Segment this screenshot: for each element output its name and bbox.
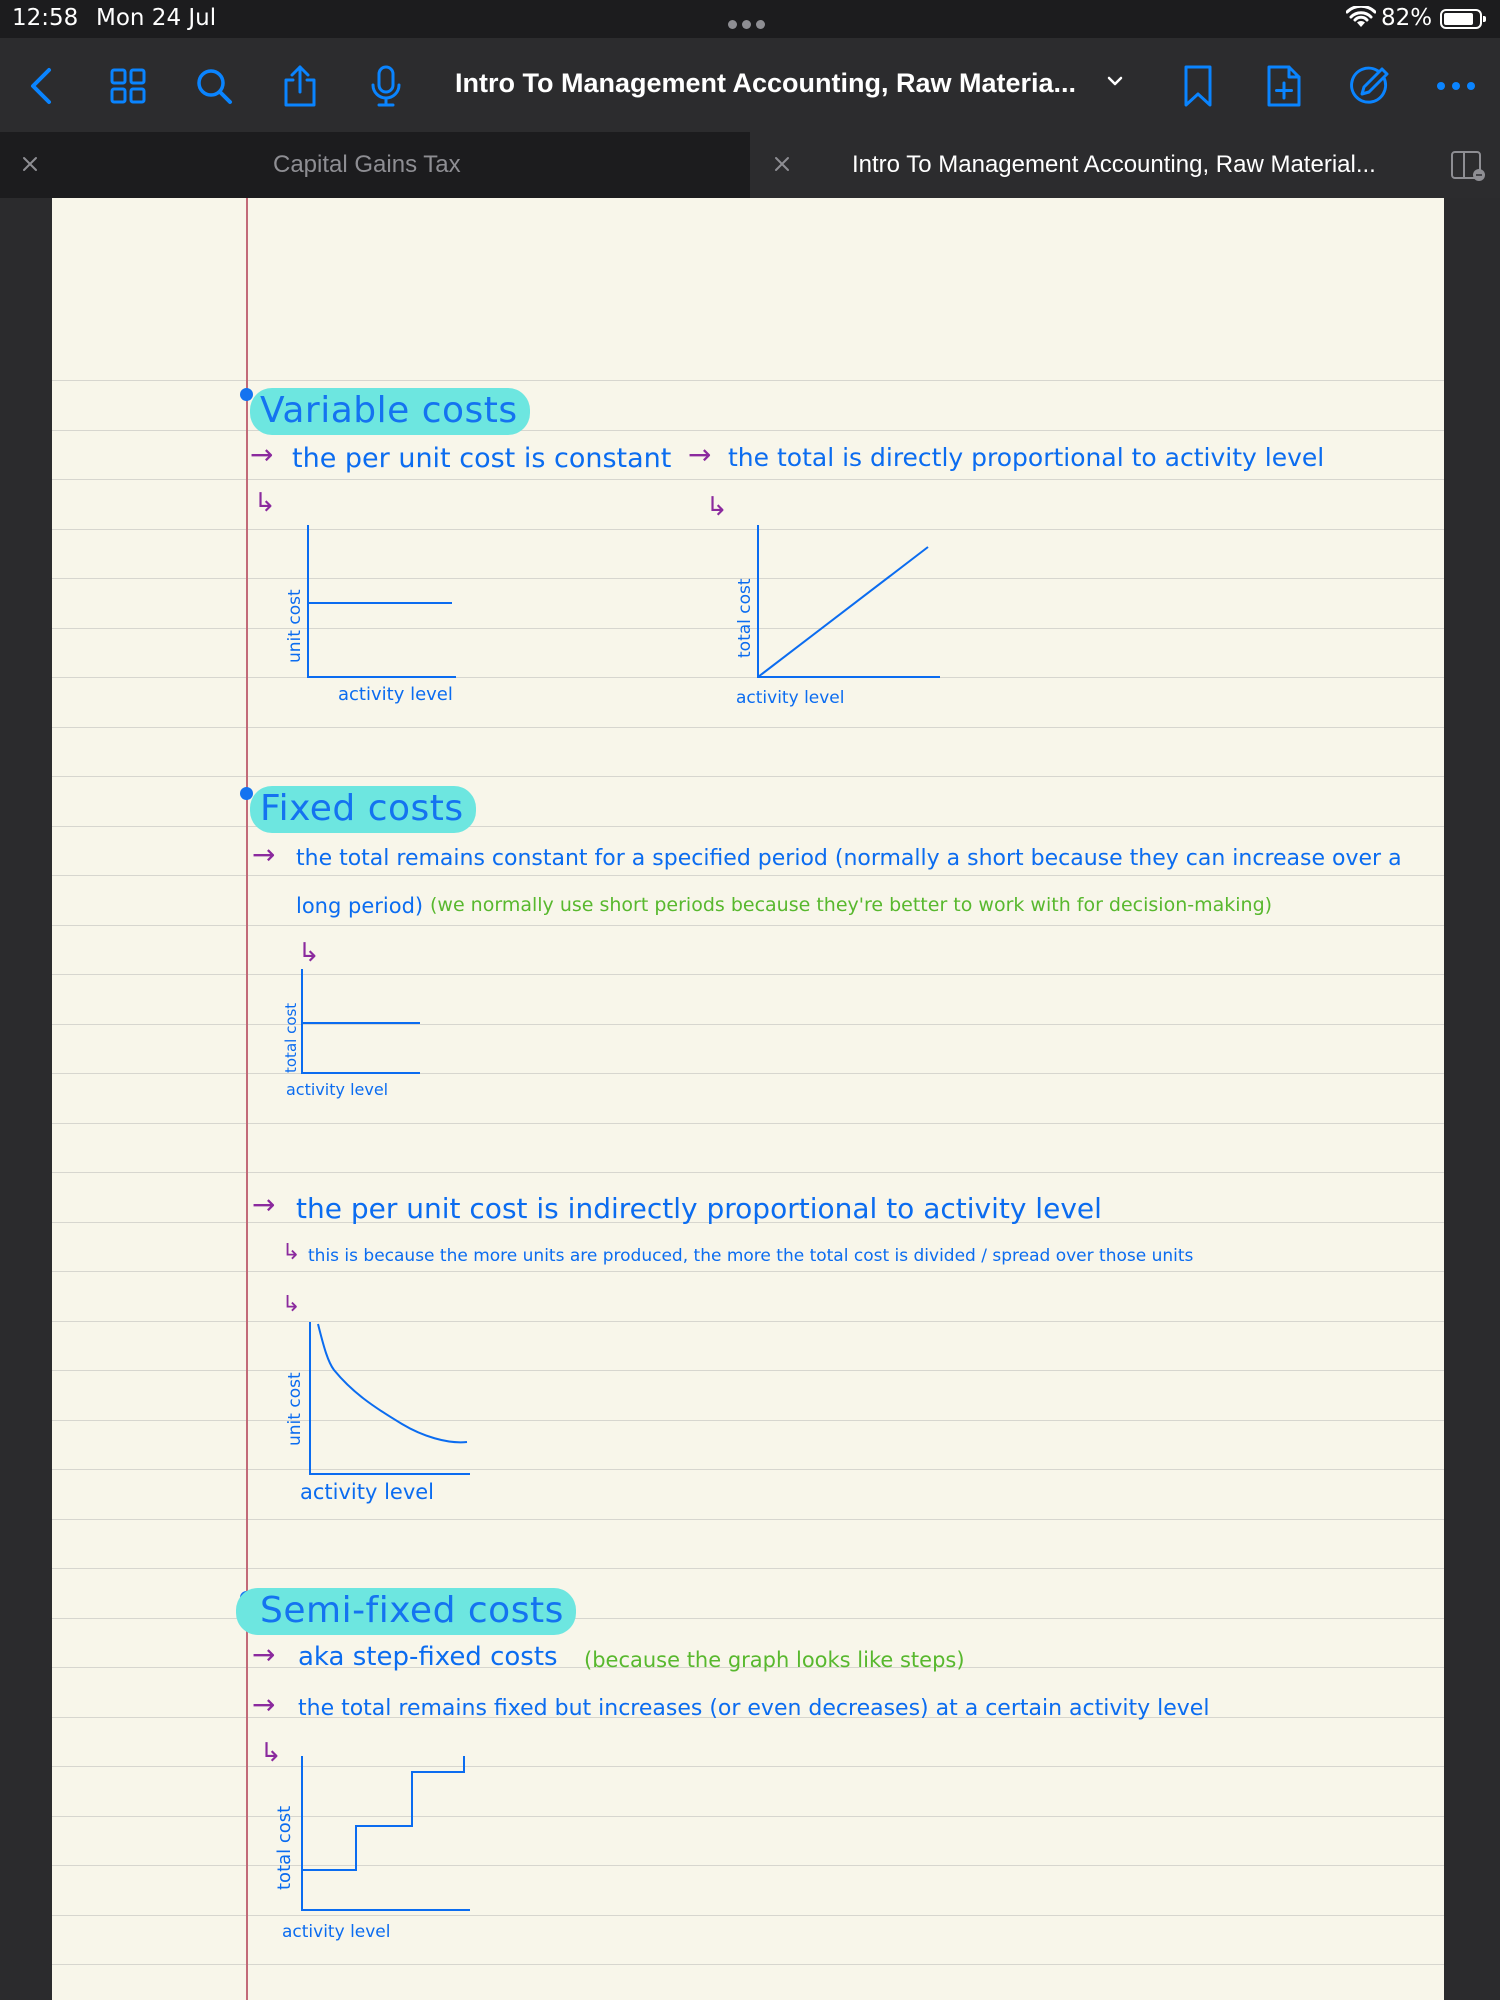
- split-view-icon[interactable]: [1450, 150, 1486, 186]
- ruled-line: [52, 1370, 1444, 1371]
- variable-point-total: the total is directly proportional to activity level: [728, 443, 1325, 472]
- graph-ylabel: unit cost: [285, 1372, 305, 1446]
- curved-arrow-icon: ↳: [282, 1240, 301, 1265]
- graph-xlabel: activity level: [286, 1080, 389, 1099]
- heading-fixed-costs: Fixed costs: [250, 786, 476, 833]
- ruled-line: [52, 1964, 1444, 1965]
- curved-arrow-icon: ↳: [282, 1292, 301, 1317]
- ruled-line: [52, 479, 1444, 480]
- graph-variable-total-cost: [672, 513, 972, 683]
- ruled-line: [52, 1271, 1444, 1272]
- fixed-point-unit-cost: the per unit cost is indirectly proportional to activity level: [296, 1192, 1102, 1225]
- graph-xlabel: activity level: [300, 1480, 435, 1504]
- variable-point-unit-cost: the per unit cost is constant: [292, 443, 672, 474]
- graph-variable-unit-cost: [222, 513, 522, 683]
- arrow-icon: →: [252, 1688, 276, 1721]
- tab-bar: [0, 132, 1500, 198]
- ruled-line: [52, 1568, 1444, 1569]
- microphone-icon[interactable]: [364, 64, 408, 108]
- back-icon[interactable]: [20, 64, 64, 108]
- graph-xlabel: activity level: [282, 1922, 391, 1942]
- arrow-icon: →: [250, 438, 274, 471]
- semifixed-point-aka-note: (because the graph looks like steps): [584, 1648, 965, 1672]
- battery-percentage: 82%: [1381, 5, 1433, 31]
- chevron-down-icon[interactable]: [1106, 72, 1124, 94]
- status-bar: [0, 0, 1500, 38]
- fixed-point-total-line1: the total remains constant for a specified period (normally a short because they can increase over a: [296, 846, 1402, 871]
- arrow-icon: →: [688, 438, 712, 471]
- tab-capital-gains-tax[interactable]: [0, 132, 750, 198]
- ruled-line: [52, 1172, 1444, 1173]
- arrow-icon: →: [252, 1638, 276, 1671]
- semifixed-point-total: the total remains fixed but increases (or even decreases) at a certain activity level: [298, 1696, 1210, 1721]
- heading-variable-costs: Variable costs: [250, 388, 530, 435]
- ruled-line: [52, 1321, 1444, 1322]
- more-icon[interactable]: [1434, 64, 1478, 108]
- arrow-icon: →: [252, 1188, 276, 1221]
- battery-icon: [1440, 9, 1482, 29]
- ruled-line: [52, 1469, 1444, 1470]
- status-date: Mon 24 Jul: [96, 5, 217, 31]
- add-page-icon[interactable]: [1262, 64, 1306, 108]
- ruled-line: [52, 1123, 1444, 1124]
- heading-semi-fixed-costs: Semi-fixed costs: [236, 1588, 576, 1635]
- graph-ylabel: unit cost: [285, 589, 305, 663]
- fixed-point-unit-cost-reason: this is because the more units are produced, the more the total cost is divided / spread over those units: [308, 1246, 1194, 1266]
- fixed-point-total-line2: long period): [296, 894, 424, 918]
- status-time: 12:58: [12, 5, 79, 31]
- semifixed-point-aka: aka step-fixed costs: [298, 1642, 558, 1672]
- graph-ylabel: total cost: [282, 1002, 300, 1073]
- ruled-line: [52, 925, 1444, 926]
- fixed-point-total-note: (we normally use short periods because they're better to work with for decision-making): [430, 894, 1273, 916]
- pencil-circle-icon[interactable]: [1348, 64, 1392, 108]
- curved-arrow-icon: ↳: [706, 492, 728, 522]
- graph-ylabel: total cost: [274, 1805, 295, 1890]
- curved-arrow-icon: ↳: [298, 938, 320, 968]
- search-icon[interactable]: [192, 64, 236, 108]
- curved-arrow-icon: ↳: [260, 1738, 282, 1768]
- ruled-line: [52, 1420, 1444, 1421]
- wifi-icon: [1346, 6, 1376, 34]
- heading-bullet: [240, 388, 253, 401]
- graph-fixed-total-cost: [252, 963, 452, 1083]
- grid-icon[interactable]: [106, 64, 150, 108]
- tab-label: Capital Gains Tax: [273, 151, 461, 178]
- graph-xlabel: activity level: [736, 688, 845, 708]
- tab-intro-to-management-accounting[interactable]: [750, 132, 1500, 198]
- ruled-line: [52, 727, 1444, 728]
- share-icon[interactable]: [278, 64, 322, 108]
- multitasking-dots-icon[interactable]: [728, 14, 772, 24]
- graph-fixed-unit-cost: [262, 1318, 502, 1498]
- graph-ylabel: total cost: [735, 578, 755, 658]
- note-page[interactable]: [52, 198, 1444, 2000]
- close-icon[interactable]: [18, 152, 42, 176]
- tab-label: Intro To Management Accounting, Raw Material...: [852, 151, 1376, 178]
- arrow-icon: →: [252, 838, 276, 871]
- ruled-line: [52, 1519, 1444, 1520]
- document-title[interactable]: Intro To Management Accounting, Raw Materia...: [455, 68, 1077, 98]
- toolbar: [0, 38, 1500, 132]
- ruled-line: [52, 875, 1444, 876]
- graph-semifixed-total-cost: [252, 1750, 512, 1920]
- ruled-line: [52, 380, 1444, 381]
- graph-xlabel: activity level: [338, 684, 453, 705]
- close-icon[interactable]: [770, 152, 794, 176]
- margin-line: [246, 198, 248, 2000]
- bookmark-icon[interactable]: [1176, 64, 1220, 108]
- curved-arrow-icon: ↳: [254, 488, 276, 518]
- ruled-line: [52, 776, 1444, 777]
